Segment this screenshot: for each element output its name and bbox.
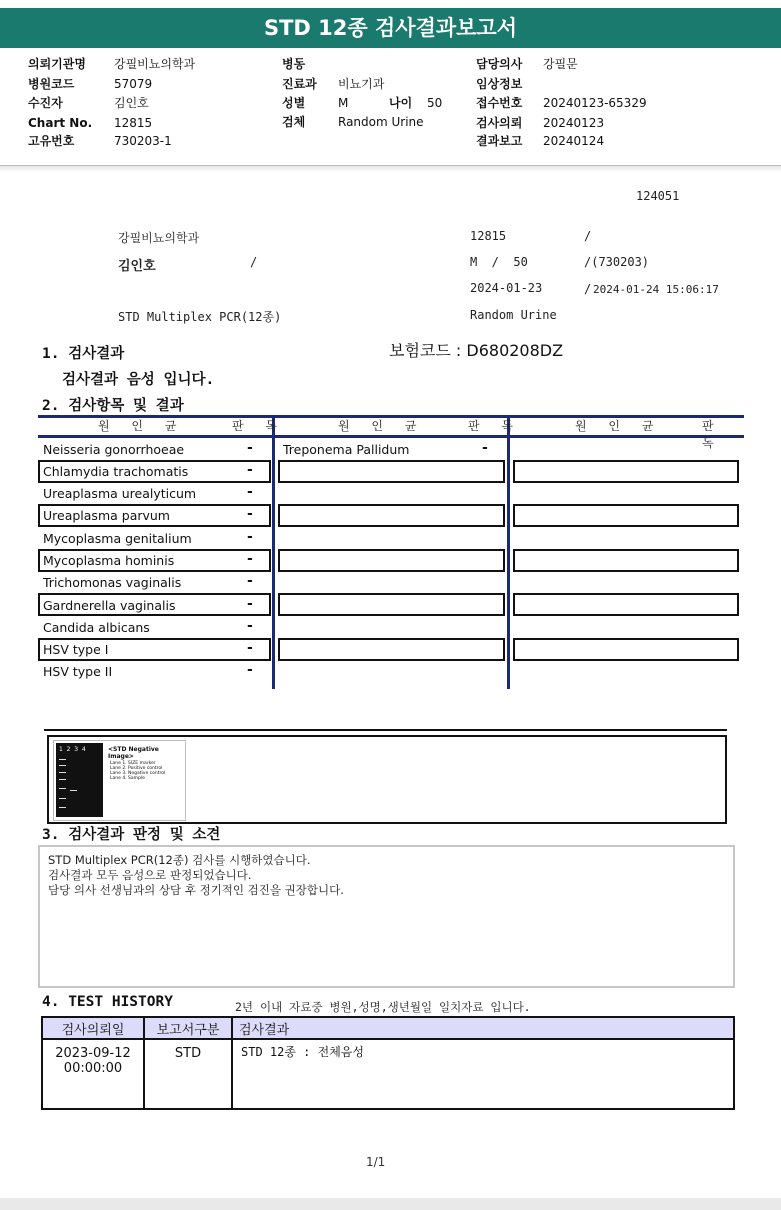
section-1-title: 1. 검사결과 (42, 346, 125, 362)
report-code: 124051 (636, 189, 680, 203)
chart-no-value: 12815 (114, 116, 153, 130)
header-left (28, 55, 268, 155)
grid-divider-2 (507, 415, 510, 689)
organism-name: HSV type II (43, 664, 113, 679)
table-row (42, 1039, 734, 1109)
history-header-type: 보고서구분 (144, 1017, 232, 1039)
empty-cell-box (278, 638, 505, 661)
history-table (41, 1016, 735, 1110)
hospital-label: 의뢰기관명 (28, 57, 86, 71)
unique-id-value: 730203-1 (114, 134, 172, 148)
info-birth: /(730203) (584, 255, 650, 269)
gel-band (59, 788, 66, 789)
patient-value: 김인호 (114, 96, 149, 110)
organism-result: - (247, 596, 253, 612)
accession-label: 접수번호 (476, 96, 523, 110)
organism-name: Neisseria gonorrhoeae (43, 442, 185, 457)
organism-name: Mycoplasma genitalium (43, 531, 192, 546)
info-sex-age: M / 50 (470, 255, 528, 269)
organism-result: - (247, 440, 253, 456)
gel-legend-line: Lane 2. Positive control (110, 766, 163, 771)
col2-organism-header: 원 인 균 (338, 419, 426, 433)
accession-value: 20240123-65329 (543, 96, 647, 110)
hospital-code-label: 병원코드 (28, 76, 75, 91)
hospital-code-value: 57079 (114, 76, 153, 91)
hospital-value: 강필비뇨의학과 (114, 57, 196, 71)
col1-result-header: 판 독 (232, 419, 286, 433)
interpretation-box (38, 845, 735, 988)
sex-value: M (338, 96, 349, 110)
section-4-title: 4. TEST HISTORY (42, 994, 173, 1010)
specimen-value: Random Urine (338, 115, 424, 129)
page-number: 1/1 (366, 1155, 386, 1169)
col3-organism-header: 원 인 균 (575, 419, 663, 433)
gel-legend-line: Lane 4. Sample (110, 776, 145, 781)
organism-result: - (247, 662, 253, 678)
organism-name: Chlamydia trachomatis (43, 464, 189, 479)
doctor-label: 담당의사 (476, 57, 523, 71)
result-grid (38, 415, 745, 690)
organism-name: Trichomonas vaginalis (43, 575, 182, 590)
insurance-code: 보험코드 : D680208DZ (389, 341, 564, 360)
gel-band (59, 779, 66, 780)
history-time: 00:00:00 (63, 1061, 123, 1076)
ward-label: 병동 (282, 57, 306, 71)
empty-cell-box (513, 460, 739, 483)
info-specimen: Random Urine (470, 308, 557, 322)
interpretation-line: STD Multiplex PCR(12종) 검사를 시행하였습니다. (48, 853, 311, 867)
gel-band (59, 765, 66, 766)
empty-cell-box (513, 638, 739, 661)
empty-cell-box (513, 593, 739, 616)
organism-name: Candida albicans (43, 620, 150, 635)
header-mid (282, 55, 472, 135)
gel-band (70, 790, 77, 791)
clinical-info-label: 임상정보 (476, 76, 523, 91)
history-date-cell (42, 1039, 144, 1109)
department-value: 비뇨기과 (338, 76, 385, 91)
empty-cell-box (278, 593, 505, 616)
patient-label: 수진자 (28, 96, 63, 110)
col2-result-header: 판 독 (468, 419, 522, 433)
organism-result: - (247, 506, 253, 522)
gel-caption: <STD Negative Image> (108, 746, 159, 760)
grid-divider-1 (272, 415, 275, 689)
age-value: 50 (427, 96, 443, 110)
unique-id-label: 고유번호 (28, 134, 75, 148)
info-chart-no: 12815 (470, 229, 507, 243)
history-type: STD (144, 1039, 232, 1109)
organism-name: Ureaplasma urealyticum (43, 486, 197, 501)
organism-result: - (247, 573, 253, 589)
info-slash-1: / (584, 229, 592, 243)
organism-result: - (482, 440, 488, 456)
info-hospital: 강필비뇨의학과 (118, 231, 200, 245)
result-summary: 검사결과 음성 입니다. (62, 372, 215, 388)
organism-name: Gardnerella vaginalis (43, 598, 176, 613)
empty-cell-box (513, 504, 739, 527)
chart-no-label: Chart No. (28, 116, 93, 130)
sex-label: 성별 (282, 96, 306, 110)
history-header-date: 검사의뢰일 (42, 1017, 144, 1039)
department-label: 진료과 (282, 76, 317, 91)
organism-name: Treponema Pallidum (283, 442, 410, 457)
empty-cell-box (513, 549, 739, 572)
interpretation-line: 검사결과 모두 음성으로 판정되었습니다. (48, 868, 252, 882)
gel-band (59, 772, 66, 773)
footer-bar (0, 1198, 781, 1210)
specimen-label: 검체 (282, 115, 306, 129)
empty-cell-box (278, 549, 505, 572)
empty-cell-box (278, 504, 505, 527)
section-3-title: 3. 검사결과 판정 및 소견 (42, 827, 221, 843)
gel-legend-line: Lane 1. SIZE marker (110, 761, 156, 766)
history-header-result: 검사결과 (232, 1017, 734, 1039)
gel-lane-numbers: 1 2 3 4 (59, 746, 86, 753)
header-right (476, 55, 716, 155)
organism-result: - (247, 640, 253, 656)
history-result: STD 12종 : 전체음성 (232, 1039, 734, 1109)
gel-band (59, 807, 66, 808)
gel-band (59, 798, 66, 799)
organism-name: HSV type I (43, 642, 109, 657)
section-2-title: 2. 검사항목 및 결과 (42, 398, 184, 414)
interpretation-line: 담당 의사 선생님과의 상담 후 정기적인 검진을 권장합니다. (48, 883, 344, 897)
info-report-time: 2024-01-24 15:06:17 (593, 283, 719, 296)
grid-header-border (38, 435, 744, 438)
organism-result: - (247, 484, 253, 500)
organism-result: - (247, 529, 253, 545)
history-note: 2년 이내 자료중 병원,성명,생년월일 일치자료 입니다. (235, 1000, 531, 1014)
organism-result: - (247, 462, 253, 478)
organism-result: - (247, 551, 253, 567)
history-date: 2023-09-12 (55, 1046, 131, 1061)
info-patient: 김인호 (118, 259, 156, 274)
info-request-date: 2024-01-23 (470, 281, 543, 295)
info-report-prefix: / (584, 282, 592, 296)
header-shadow (0, 166, 781, 172)
report-label: 결과보고 (476, 134, 523, 148)
report-title: STD 12종 검사결과보고서 (0, 8, 781, 48)
organism-result: - (247, 618, 253, 634)
report-value: 20240124 (543, 134, 605, 148)
gel-legend-line: Lane 3. Negative control (110, 771, 166, 776)
request-value: 20240123 (543, 116, 605, 130)
organism-name: Mycoplasma hominis (43, 553, 175, 568)
info-test-name: STD Multiplex PCR(12종) (118, 310, 282, 324)
doctor-value: 강필문 (543, 57, 578, 71)
empty-cell-box (278, 460, 505, 483)
gel-image (53, 740, 186, 821)
gel-section-divider (44, 729, 727, 731)
request-label: 검사의뢰 (476, 116, 523, 130)
col3-result-header: 판 독 (702, 419, 723, 450)
info-slash-2: / (250, 255, 258, 269)
age-label: 나이 (389, 96, 413, 110)
gel-dark-panel (56, 743, 103, 817)
col1-organism-header: 원 인 균 (98, 419, 186, 433)
gel-band (59, 759, 66, 760)
organism-name: Ureaplasma parvum (43, 508, 170, 523)
